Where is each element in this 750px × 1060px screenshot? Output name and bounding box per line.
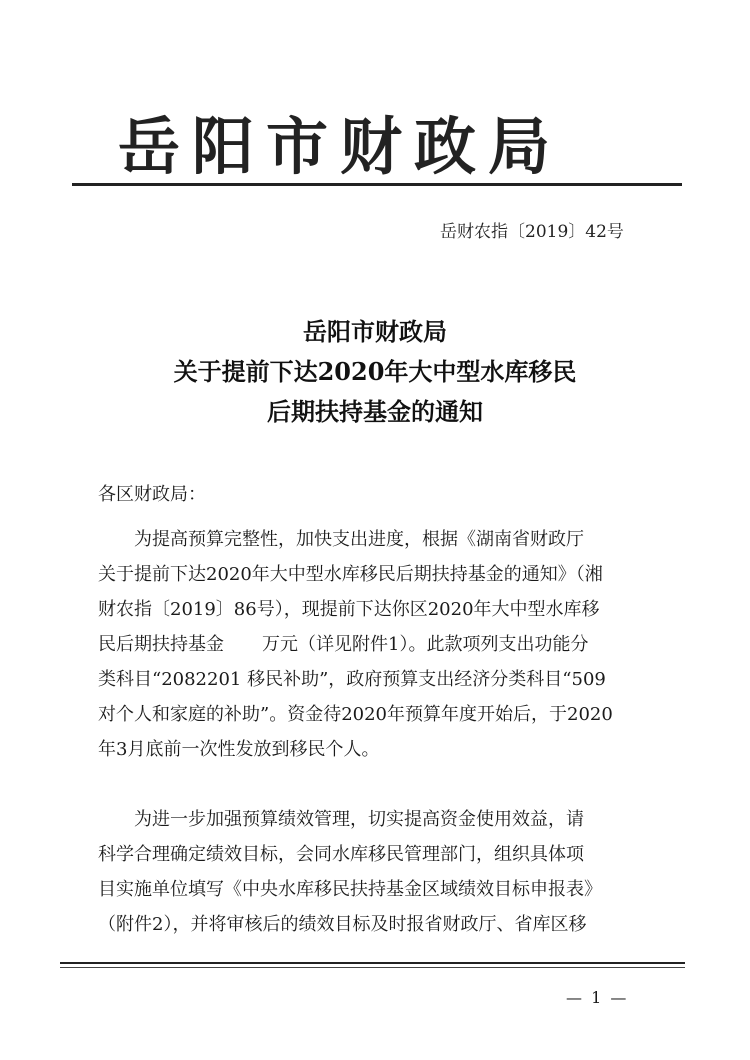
paragraph-line: 为进一步加强预算绩效管理，切实提高资金使用效益，请: [134, 809, 584, 830]
title-line: 岳阳市财政局: [303, 317, 447, 346]
paragraph-line: 为提高预算完整性，加快支出进度，根据《湖南省财政厅: [134, 529, 584, 550]
header-divider: [72, 183, 682, 186]
paragraph-line: 目实施单位填写《中央水库移民扶持基金区域绩效目标申报表》: [98, 879, 602, 900]
paragraph-line: [98, 627, 658, 662]
footer-divider-thin: [60, 967, 685, 968]
document-number: 岳财农指〔2019〕42号: [440, 222, 624, 242]
paragraph-line-segment: 民后期扶持基金: [98, 634, 224, 655]
paragraph-line: 年3月底前一次性发放到移民个人。: [98, 739, 380, 760]
body-paragraph-2: [98, 802, 658, 942]
title-line: 后期扶持基金的通知: [267, 397, 483, 426]
paragraph-line: （附件2），并将审核后的绩效目标及时报省财政厅、省库区移: [98, 914, 587, 935]
paragraph-line: 科学合理确定绩效目标，会同水库移民管理部门，组织具体项: [98, 844, 584, 865]
paragraph-line: 关于提前下达2020年大中型水库移民后期扶持基金的通知》（湘: [98, 564, 603, 585]
title-line: 关于提前下达2020年大中型水库移民: [173, 357, 577, 386]
document-title: [60, 312, 690, 432]
issuing-authority-title: 岳阳市财政局: [118, 110, 563, 183]
paragraph-line: 类科目“2082201 移民补助”，政府预算支出经济分类科目“509: [98, 669, 606, 690]
page-number: — 1 —: [566, 988, 629, 1007]
body-paragraph-1: [98, 522, 658, 767]
paragraph-line: 对个人和家庭的补助”。资金待2020年预算年度开始后，于2020: [98, 704, 613, 725]
footer-divider: [60, 962, 685, 964]
paragraph-line: 财农指〔2019〕86号），现提前下达你区2020年大中型水库移: [98, 599, 600, 620]
salutation: 各区财政局：: [98, 484, 206, 505]
paragraph-line-segment: 万元（详见附件1）。此款项列支出功能分: [262, 634, 589, 655]
